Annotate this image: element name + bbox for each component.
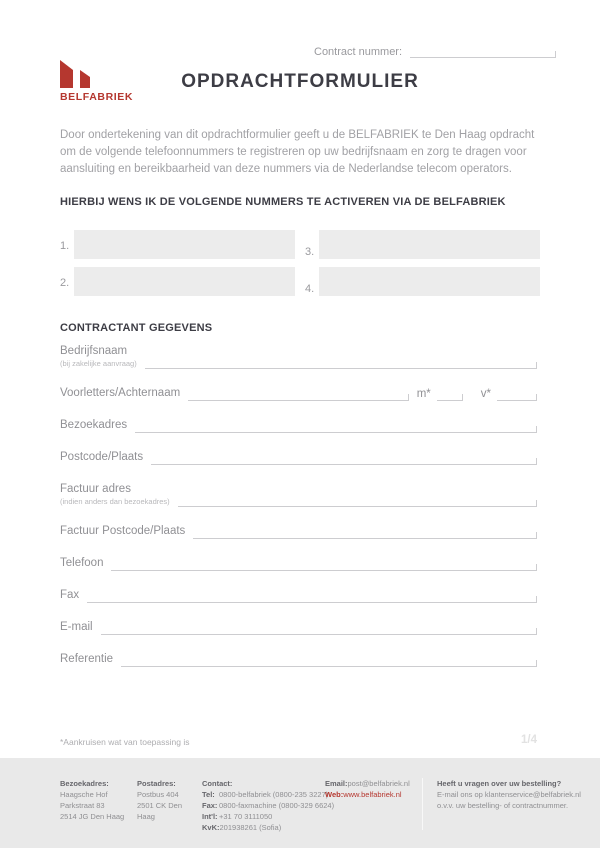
factuur-adres-field[interactable] <box>178 500 537 507</box>
number-slots-grid <box>60 230 540 296</box>
email-label: E-mail <box>60 621 93 633</box>
bedrijfsnaam-field[interactable] <box>145 362 537 369</box>
number-slot-2-label: 2. <box>60 277 70 289</box>
footer-email-label: Email: <box>325 779 348 788</box>
belfabriek-wordmark: BELFABRIEK <box>60 91 134 103</box>
footer-kvk-label: KvK: <box>202 823 220 832</box>
email-field[interactable] <box>101 628 537 635</box>
fax-label: Fax <box>60 589 80 601</box>
factuur-adres-sublabel: (indien anders dan bezoekadres) <box>60 497 170 506</box>
contract-number-field[interactable] <box>410 51 556 58</box>
bedrijfsnaam-sublabel: (bij zakelijke aanvraag) <box>60 359 137 368</box>
numbers-section-heading: HIERBIJ WENS IK DE VOLGENDE NUMMERS TE ACTIVEREN VIA DE BELFABRIEK <box>60 196 506 208</box>
geslacht-m-field[interactable] <box>437 394 463 401</box>
footer-postal-heading: Postadres: <box>137 779 176 788</box>
field-row-referentie <box>60 652 537 667</box>
field-row-postcode-plaats <box>60 450 537 465</box>
footnote: *Aankruisen wat van toepassing is <box>60 737 190 747</box>
bezoekadres-field[interactable] <box>135 426 537 433</box>
footer-questions-heading: Heeft u vragen over uw bestelling? <box>437 779 562 788</box>
field-row-email <box>60 620 537 635</box>
footer-kvk-value: 201938261 (Sofia) <box>219 823 282 832</box>
footer-questions <box>423 778 581 848</box>
field-row-factuur-adres <box>60 482 537 507</box>
factuur-adres-label: Factuur adres <box>60 483 131 495</box>
footer-visit-line: 2514 JG Den Haag <box>60 812 125 821</box>
page-number: 1/4 <box>521 734 537 746</box>
bezoekadres-label: Bezoekadres <box>60 419 128 431</box>
field-row-bedrijfsnaam <box>60 344 537 369</box>
footer-fax-value: 0800-faxmachine (0800-329 6624) <box>219 801 335 810</box>
footer-online <box>325 778 422 848</box>
contract-number-row <box>314 46 556 58</box>
factuur-postcode-plaats-label: Factuur Postcode/Plaats <box>60 525 186 537</box>
footer-tel-value: 0800-belfabriek (0800-235 3227) <box>219 790 329 799</box>
field-row-fax <box>60 588 537 603</box>
geslacht-m-label: m* <box>416 388 431 400</box>
footer-fax-label: Fax: <box>202 801 218 810</box>
field-row-voorletters-achternaam <box>60 386 537 401</box>
telefoon-field[interactable] <box>111 564 537 571</box>
number-slot-2-input[interactable] <box>74 267 295 296</box>
referentie-field[interactable] <box>121 660 537 667</box>
footer-intl-value: +31 70 3111050 <box>219 812 273 821</box>
footer-questions-line: E-mail ons op klantenservice@belfabriek.nl <box>437 790 581 799</box>
number-slot-4-label: 4. <box>305 283 315 295</box>
number-slot-1-label: 1. <box>60 240 70 252</box>
geslacht-v-field[interactable] <box>497 394 537 401</box>
footer-tel-label: Tel: <box>202 790 215 799</box>
footer-email-value: post@belfabriek.nl <box>347 779 410 788</box>
footer-visit-heading: Bezoekadres: <box>60 779 109 788</box>
footer-questions-line: o.v.v. uw bestelling- of contractnummer. <box>437 801 569 810</box>
number-slot-3-input[interactable] <box>319 230 540 259</box>
footer-visit-line: Parkstraat 83 <box>60 801 105 810</box>
field-row-bezoekadres <box>60 418 537 433</box>
factuur-postcode-plaats-field[interactable] <box>193 532 537 539</box>
postcode-plaats-label: Postcode/Plaats <box>60 451 144 463</box>
footer-web-link[interactable]: www.belfabriek.nl <box>343 790 402 799</box>
number-slot-4-input[interactable] <box>319 267 540 296</box>
footer-visit-line: Haagsche Hof <box>60 790 108 799</box>
postcode-plaats-field[interactable] <box>151 458 537 465</box>
fax-field[interactable] <box>87 596 537 603</box>
footer-web-label: Web: <box>325 790 344 799</box>
footer-intl-label: Int'l: <box>202 812 218 821</box>
telefoon-label: Telefoon <box>60 557 104 569</box>
contract-number-label: Contract nummer: <box>314 46 403 58</box>
footer <box>0 758 600 848</box>
footer-postal-line: 2501 CK Den Haag <box>137 801 183 821</box>
intro-paragraph: Door ondertekening van dit opdrachtformulier geeft u de BELFABRIEK te Den Haag opdracht om de volgende telefoonnummers te registreren op uw bedrijfsnaam en zorg te dragen voor aansluiting en bereikbaarheid van deze nummers via de Nederlandse telecom operators. <box>60 129 535 175</box>
number-slot-3 <box>305 230 540 259</box>
bedrijfsnaam-label: Bedrijfsnaam <box>60 345 128 357</box>
footer-postal-line: Postbus 404 <box>137 790 179 799</box>
referentie-label: Referentie <box>60 653 114 665</box>
contractant-fields <box>60 344 537 684</box>
number-slot-2 <box>60 267 295 296</box>
number-slot-1 <box>60 230 295 259</box>
voorletters-achternaam-label: Voorletters/Achternaam <box>60 387 181 399</box>
number-slot-1-input[interactable] <box>74 230 295 259</box>
voorletters-achternaam-field[interactable] <box>188 394 409 401</box>
number-slot-3-label: 3. <box>305 246 315 258</box>
footer-visit-address <box>60 778 137 848</box>
footer-postal-address <box>137 778 202 848</box>
geslacht-v-label: v* <box>480 388 491 400</box>
footer-contact-heading: Contact: <box>202 779 233 788</box>
contractant-section-heading: CONTRACTANT GEGEVENS <box>60 322 213 334</box>
field-row-factuur-postcode-plaats <box>60 524 537 539</box>
number-slot-4 <box>305 267 540 296</box>
field-row-telefoon <box>60 556 537 571</box>
page-title: OPDRACHTFORMULIER <box>181 71 419 92</box>
